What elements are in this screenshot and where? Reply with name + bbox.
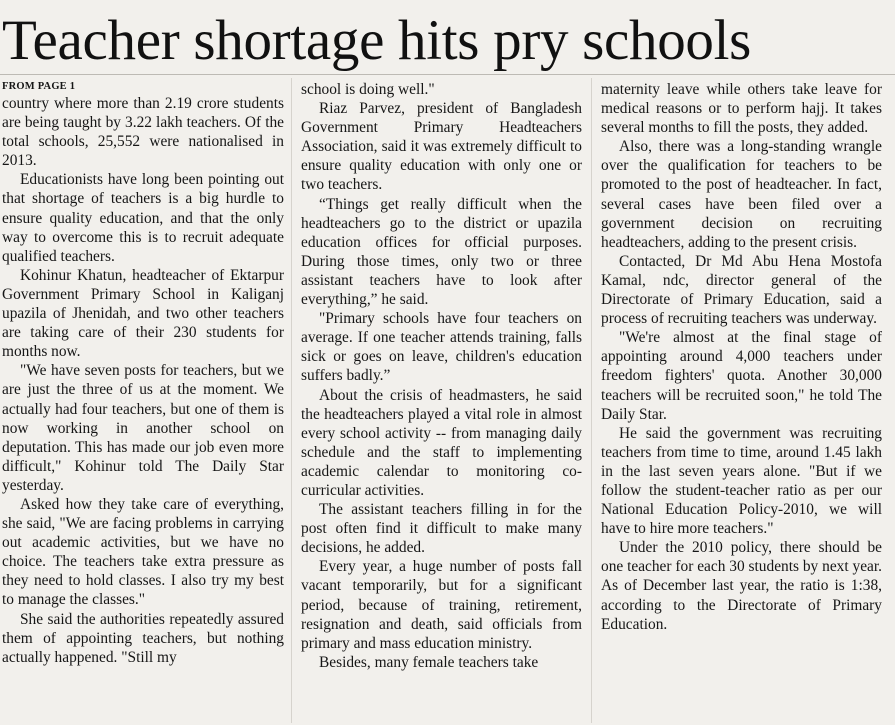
paragraph: "Primary schools have four teachers on average. If one teacher attends training, falls sick or goes on leave, children's education suffers badly.” (301, 310, 582, 385)
paragraph: maternity leave while others take leave for medical reasons or to perform hajj. It takes several months to fill the posts, they added. (601, 81, 882, 137)
paragraph: Besides, many female teachers take (319, 653, 539, 671)
paragraph: Kohinur Khatun, headteacher of Ektarpur Government Primary School in Kaliganj upazila of Jhenidah, and two other teachers are taking care of their 230 students for months now. (2, 266, 284, 361)
paragraph: "We have seven posts for teachers, but we are just the three of us at the moment. We actually had four teachers, but one of them is now working in another school on deputation. This has made our job even more difficult," Kohinur told The Daily Star yesterday. (2, 362, 284, 494)
headline-rule (0, 74, 895, 75)
column-divider (291, 78, 292, 723)
column-divider (591, 78, 592, 723)
paragraph: school is doing well." (301, 81, 435, 98)
paragraph: He said the government was recruiting teachers from time to time, around 1.45 lakh in the last seven years alone. "But if we follow the student-teacher ratio as per our National Education Policy-2010, we will have to hire more teachers." (601, 424, 882, 538)
paragraph: Educationists have long been pointing out that shortage of teachers is a big hurdle to ensure quality education, and that the only way to overcome this is to recruit adequate qualified teachers. (2, 171, 284, 265)
article-column-3 (601, 80, 882, 720)
article-column-1 (2, 80, 284, 720)
paragraph: “Things get really difficult when the headteachers go to the district or upazila education offices for official purposes. During those times, only two or three assistant teachers have to look after everything,” he said. (301, 195, 582, 309)
paragraph: "We're almost at the final stage of appointing around 4,000 teachers under freedom fighters' quota. Another 30,000 teachers will be recruited soon," he told The Daily Star. (601, 329, 882, 423)
paragraph: About the crisis of headmasters, he said the headteachers played a vital role in almost every school activity -- from managing daily schedule and the staff to implementing academic calendar to monitoring co-curricular activities. (301, 386, 582, 499)
paragraph: Every year, a huge number of posts fall vacant temporarily, but for a significant period, because of training, retirement, resignation and death, said officials from primary and mass education ministry. (301, 558, 582, 652)
paragraph: Riaz Parvez, president of Bangladesh Government Primary Headteachers Association, said it was extremely difficult to ensure quality education with only one or two teachers. (301, 100, 582, 194)
paragraph: Asked how they take care of everything, she said, "We are facing problems in carrying out academic activities, but we have no choice. The teachers take extra pressure as they need to hold classes. I also try my best to manage the classes." (2, 495, 284, 609)
paragraph: The assistant teachers filling in for the post often find it difficult to make many decisions, he added. (301, 501, 582, 557)
paragraph: country where more than 2.19 crore students are being taught by 3.22 lakh teachers. Of the total schools, 25,552 were nationalised in 2013. (2, 95, 284, 170)
article-column-2 (301, 80, 582, 720)
paragraph: Contacted, Dr Md Abu Hena Mostofa Kamal, ndc, director general of the Directorate of Primary Education, said a process of recruiting teachers was underway. (601, 252, 882, 328)
paragraph: Under the 2010 policy, there should be one teacher for each 30 students by next year. As of December last year, the ratio is 1:38, according to the Directorate of Primary Education. (601, 539, 882, 633)
headline: Teacher shortage hits pry schools (2, 9, 752, 72)
paragraph: Also, there was a long-standing wrangle over the qualification for teachers to be promoted to the post of headteacher. In fact, several cases have been filed over a government decision on recruiting headteachers, adding to the present crisis. (601, 138, 882, 251)
paragraph: She said the authorities repeatedly assured them of appointing teachers, but nothing actually happened. "Still my (2, 610, 284, 666)
continued-from-label: FROM PAGE 1 (2, 81, 76, 92)
